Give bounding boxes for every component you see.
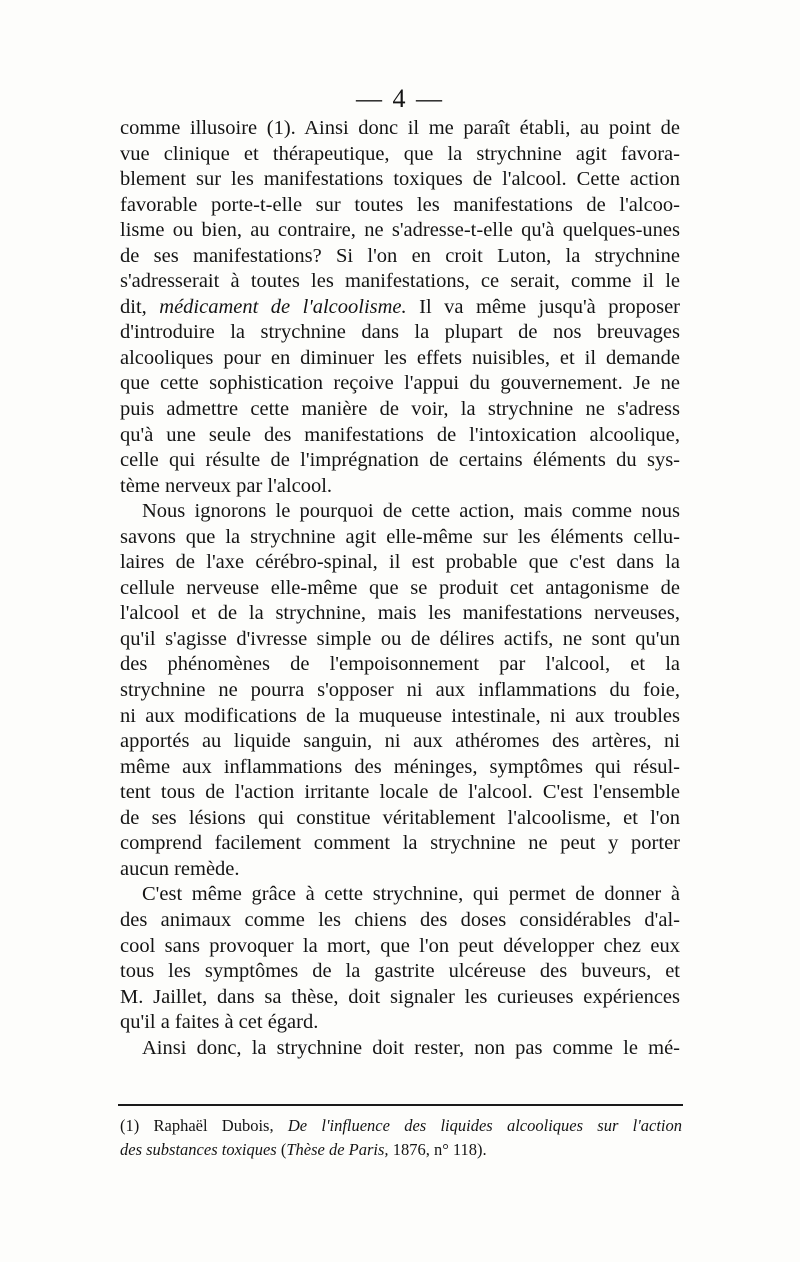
footnote-segment: 1876, n° 118). — [388, 1140, 487, 1159]
text-segment: dit, — [120, 295, 160, 318]
text-line: favorable porte-t-elle sur toutes les manifestations de l'alcoo- — [120, 193, 680, 216]
main-text — [120, 116, 680, 1061]
text-line: lisme ou bien, au contraire, ne s'adresse-t-elle qu'à quelques-unes — [120, 219, 680, 242]
text-line: blement sur les manifestations toxiques de l'alcool. Cette action — [120, 168, 680, 191]
text-line: Nous ignorons le pourquoi de cette action, mais comme nous — [142, 500, 680, 523]
text-line: alcooliques pour en diminuer les effets nuisibles, et il demande — [120, 346, 680, 369]
text-line: Ainsi donc, la strychnine doit rester, non pas comme le mé- — [142, 1036, 680, 1059]
text-line: ni aux modifications de la muqueuse intestinale, ni aux troubles — [120, 704, 680, 727]
italic-title: médicament de l'alcoolisme. — [159, 295, 407, 318]
text-line: que cette sophistication reçoive l'appui du gouvernement. Je ne — [120, 372, 680, 395]
footnote-segment: ( — [276, 1140, 287, 1159]
text-line: comprend facilement comment la strychnine ne peut y porter — [120, 832, 680, 855]
text-line: même aux inflammations des méninges, symptômes qui résul- — [120, 755, 680, 778]
text-line: des animaux comme les chiens des doses considérables d'al- — [120, 908, 680, 931]
text-line: de ses manifestations? Si l'on en croit Luton, la strychnine — [120, 244, 680, 267]
text-line: celle qui résulte de l'imprégnation de certains éléments du sys- — [120, 449, 680, 472]
footnote-title: De l'influence des liquides alcooliques sur l'action — [287, 1116, 682, 1135]
text-line: comme illusoire (1). Ainsi donc il me paraît établi, au point de — [120, 117, 680, 139]
footnote — [120, 1114, 682, 1162]
text-segment: Il va même jusqu'à proposer — [406, 295, 680, 318]
text-line: M. Jaillet, dans sa thèse, doit signaler les curieuses expériences — [120, 985, 680, 1008]
footnote-thesis: Thèse de Paris, — [286, 1140, 389, 1159]
text-line: qu'il a faites à cet égard. — [120, 1011, 319, 1034]
text-line: l'alcool et de la strychnine, mais les manifestations nerveuses, — [120, 602, 680, 625]
text-line: s'adresserait à toutes les manifestations, ce serait, comme il le — [120, 270, 680, 293]
footnote-title: des substances toxiques — [120, 1140, 277, 1159]
text-line: tent tous de l'action irritante locale de l'alcool. C'est l'ensemble — [120, 781, 680, 804]
footnote-segment: (1) Raphaël Dubois, — [120, 1116, 288, 1135]
footnote-line — [120, 1114, 682, 1138]
text-line: qu'à une seule des manifestations de l'intoxication alcoolique, — [120, 423, 680, 446]
footnote-line — [120, 1138, 682, 1162]
text-line: d'introduire la strychnine dans la plupart de nos breuvages — [120, 321, 680, 344]
footnote-rule — [118, 1104, 683, 1106]
text-line: tous les symptômes de la gastrite ulcéreuse des buveurs, et — [120, 960, 680, 983]
text-line: vue clinique et thérapeutique, que la strychnine agit favora- — [120, 142, 680, 165]
text-line: C'est même grâce à cette strychnine, qui permet de donner à — [142, 883, 680, 906]
text-line: tème nerveux par l'alcool. — [120, 474, 333, 497]
text-line: cellule nerveuse elle-même que se produit cet antagonisme de — [120, 576, 680, 599]
text-line: apportés au liquide sanguin, ni aux athéromes des artères, ni — [120, 730, 680, 753]
text-line: aucun remède. — [120, 857, 240, 880]
text-line-italic-mix — [120, 295, 680, 321]
text-line: cool sans provoquer la mort, que l'on peut développer chez eux — [120, 934, 680, 957]
text-line: puis admettre cette manière de voir, la strychnine ne s'adress — [120, 398, 680, 421]
text-line: savons que la strychnine agit elle-même sur les éléments cellu- — [120, 525, 680, 548]
text-line: qu'il s'agisse d'ivresse simple ou de délires actifs, ne sont qu'un — [120, 627, 680, 650]
text-line: laires de l'axe cérébro-spinal, il est probable que c'est dans la — [120, 551, 680, 574]
text-line: des phénomènes de l'empoisonnement par l'alcool, et la — [120, 653, 680, 676]
text-line: strychnine ne pourra s'opposer ni aux inflammations du foie, — [120, 679, 680, 702]
text-line: de ses lésions qui constitue véritablement l'alcoolisme, et l'on — [120, 806, 680, 829]
page-number: — 4 — — [356, 84, 444, 113]
